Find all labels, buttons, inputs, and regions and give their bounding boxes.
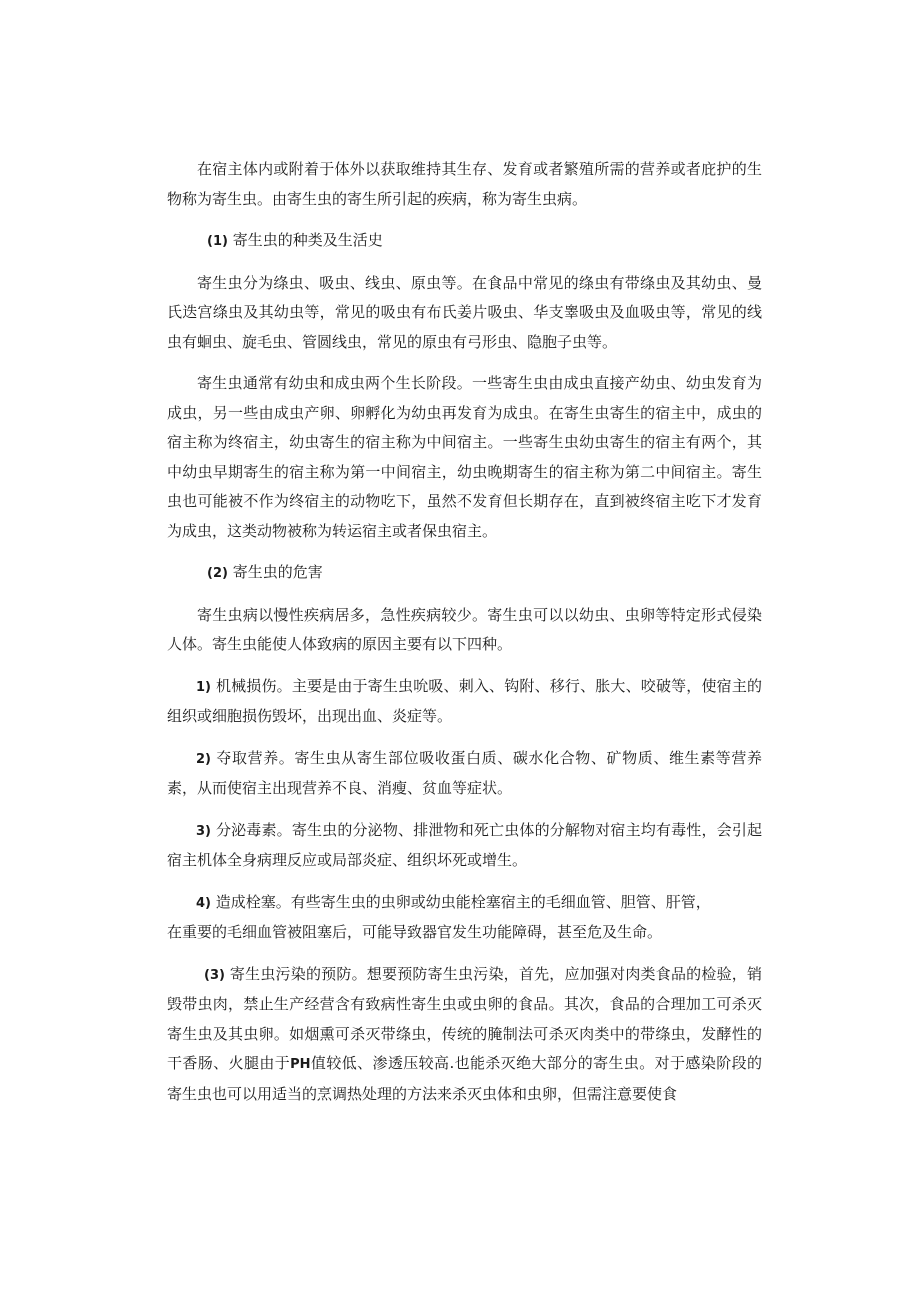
list-item-number: 2)	[196, 751, 211, 767]
section-2-title: 寄生虫的危害	[232, 563, 323, 581]
list-item	[167, 888, 762, 948]
list-item-number: 1)	[196, 679, 211, 695]
section-2-heading	[167, 558, 762, 589]
section-1-number: (1)	[207, 234, 228, 249]
list-item-text: 机械损伤。主要是由于寄生虫吮吸、刺入、钩附、移行、胀大、咬破等，使宿主的组织或细胞损伤毁坏，出现出血、炎症等。	[167, 676, 762, 725]
section-1-paragraph-2: 寄生虫通常有幼虫和成虫两个生长阶段。一些寄生虫由成虫直接产幼虫、幼虫发育为成虫，另一些由成虫产卵、卵孵化为幼虫再发育为成虫。在寄生虫寄生的宿主中，成虫的宿主称为终宿主，幼虫寄生的宿主称为中间宿主。一些寄生虫幼虫寄生的宿主有两个，其中幼虫早期寄生的宿主称为第一中间宿主，幼虫晚期寄生的宿主称为第二中间宿主。寄生虫也可能被不作为终宿主的动物吃下，虽然不发育但长期存在，直到被终宿主吃下才发育为成虫，这类动物被称为转运宿主或者保虫宿主。	[167, 374, 762, 540]
list-item-number: 4)	[196, 895, 211, 911]
list-item	[167, 744, 762, 804]
list-item-text-line-1: 造成栓塞。有些寄生虫的虫卵或幼虫能栓塞宿主的毛细血管、胆管、肝管，	[215, 892, 711, 911]
list-item-number: 3)	[196, 823, 211, 839]
section-3-number: (3)	[204, 967, 225, 983]
section-2-paragraph-1: 寄生虫病以慢性疾病居多，急性疾病较少。寄生虫可以以幼虫、虫卵等特定形式侵染人体。寄生虫能使人体致病的原因主要有以下四种。	[167, 605, 762, 653]
section-3-paragraph	[167, 960, 762, 1110]
intro-paragraph: 在宿主体内或附着于体外以获取维持其生存、发育或者繁殖所需的营养或者庇护的生物称为寄生虫。由寄生虫的寄生所引起的疾病，称为寄生虫病。	[167, 160, 762, 208]
section-1-paragraph-1: 寄生虫分为绦虫、吸虫、线虫、原虫等。在食品中常见的绦虫有带绦虫及其幼虫、曼氏迭宫绦虫及其幼虫等，常见的吸虫有布氏姜片吸虫、华支睾吸虫及血吸虫等，常见的线虫有蛔虫、旋毛虫、管圆线虫，常见的原虫有弓形虫、隐胞子虫等。	[167, 273, 762, 351]
section-1-heading	[167, 226, 762, 257]
list-item-text-line-2: 在重要的毛细血管被阻塞后，可能导致器官发生功能障碍，甚至危及生命。	[167, 923, 663, 941]
list-item-text: 分泌毒素。寄生虫的分泌物、排泄物和死亡虫体的分解物对宿主均有毒性，会引起宿主机体全身病理反应或局部炎症、组织坏死或增生。	[167, 820, 762, 869]
section-2-number: (2)	[207, 566, 228, 581]
section-1-title: 寄生虫的种类及生活史	[232, 231, 383, 249]
list-item	[167, 672, 762, 732]
document-body	[167, 155, 762, 1109]
section-3-text-b: 值较低、渗透压较高.也能杀灭绝大部分的寄生虫。对于感染阶段的寄生虫也可以用适当的烹调热处理的方法来杀灭虫体和虫卵，但需注意要使食	[167, 1054, 762, 1103]
ph-term: PH	[290, 1057, 311, 1072]
list-item	[167, 816, 762, 876]
section-3-text-a: 寄生虫污染的预防。想要预防寄生虫污染，首先，应加强对肉类食品的检验，销毁带虫肉，禁止生产经营含有致病性寄生虫或虫卵的食品。其次，食品的合理加工可杀灭寄生虫及其虫卵。如烟熏可杀灭带绦虫，传统的腌制法可杀灭肉类中的带绦虫，发酵性的干香肠、火腿由于	[167, 964, 762, 1072]
list-item-text: 夺取营养。寄生虫从寄生部位吸收蛋白质、碳水化合物、矿物质、维生素等营养素，从而使宿主出现营养不良、消瘦、贫血等症状。	[167, 748, 762, 797]
